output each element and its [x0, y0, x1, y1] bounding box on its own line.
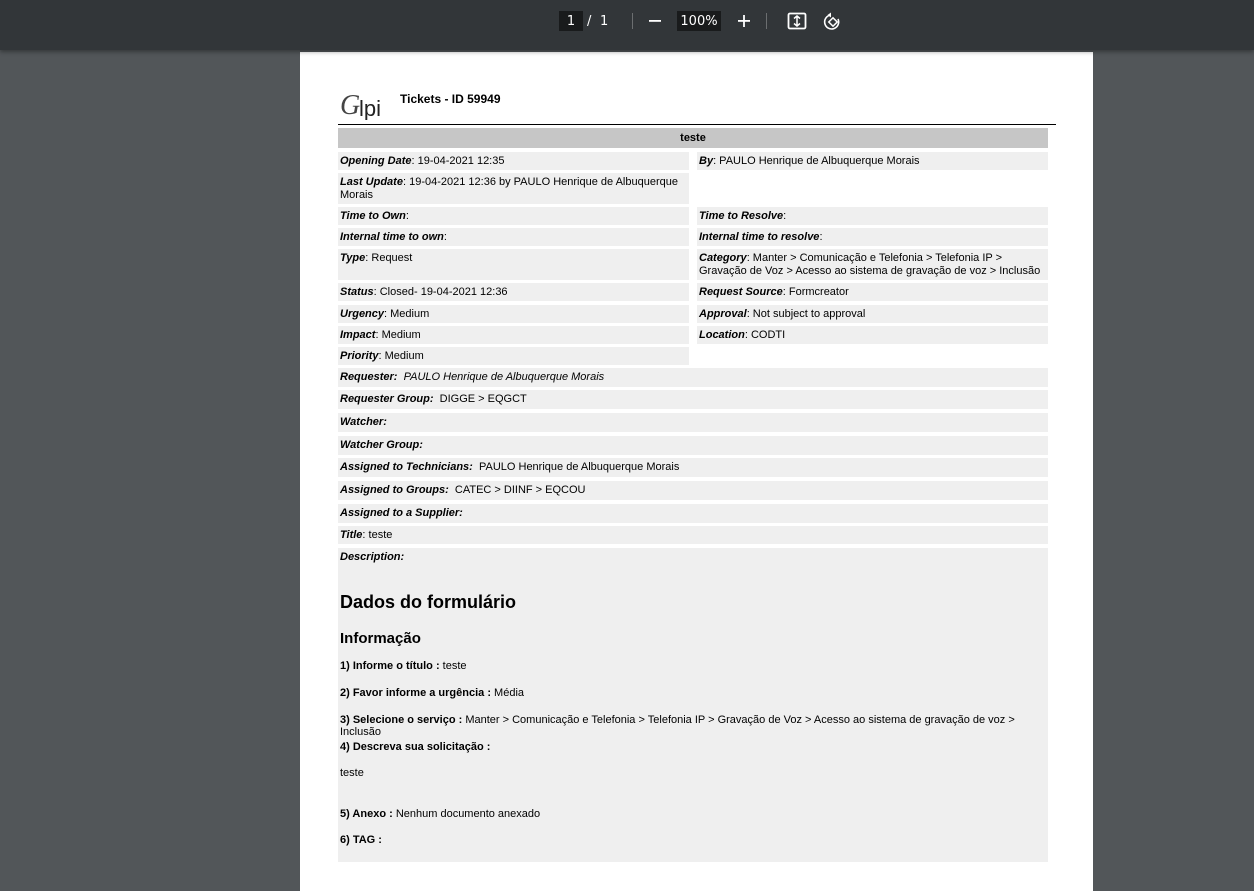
toolbar-divider	[766, 13, 767, 29]
field-watcher-group: Watcher Group:	[338, 436, 1048, 455]
svg-text:G: G	[340, 90, 361, 120]
svg-text:lpi: lpi	[359, 96, 382, 120]
glpi-logo	[340, 90, 396, 125]
field-impact: Impact: Medium	[338, 326, 689, 344]
form-answer: 3) Selecione o serviço : Manter > Comunicação e Telefonia > Telefonia IP > Gravação de Voz > Acesso ao sistema de gravação de voz > Inclusão	[340, 714, 1015, 738]
form-answer: 6) TAG :	[340, 834, 382, 846]
field-requester: Requester: PAULO Henrique de Albuquerque Morais	[338, 368, 1048, 387]
field-last-update: Last Update: 19-04-2021 12:36 by PAULO Henrique de Albuquerque Morais	[338, 173, 689, 204]
zoom-out-icon[interactable]	[644, 10, 666, 32]
ticket-header: teste	[338, 128, 1048, 148]
field-status: Status: Closed- 19-04-2021 12:36	[338, 283, 689, 301]
total-pages: 1	[600, 13, 609, 29]
description-block	[338, 548, 1048, 862]
field-category: Category: Manter > Comunicação e Telefonia > Telefonia IP > Gravação de Voz > Acesso ao sistema de gravação de voz > Inclusão	[697, 249, 1048, 280]
page-number-input[interactable]: 1	[559, 11, 583, 31]
field-urgency: Urgency: Medium	[338, 305, 689, 323]
form-heading: Dados do formulário	[340, 592, 517, 612]
field-internal-time-to-resolve: Internal time to resolve:	[697, 228, 1048, 246]
form-answer: teste	[340, 767, 364, 779]
document-title: Tickets - ID 59949	[400, 92, 501, 106]
description-label: Description:	[340, 551, 405, 563]
field-requester-group: Requester Group: DIGGE > EQGCT	[338, 390, 1048, 409]
form-subheading: Informação	[340, 630, 421, 647]
field-internal-time-to-own: Internal time to own:	[338, 228, 689, 246]
field-priority: Priority: Medium	[338, 347, 689, 365]
field-assigned-technicians: Assigned to Technicians: PAULO Henrique de Albuquerque Morais	[338, 458, 1048, 477]
zoom-in-icon[interactable]	[733, 10, 755, 32]
form-answer: 2) Favor informe a urgência : Média	[340, 687, 525, 699]
fit-page-icon[interactable]	[786, 10, 808, 32]
form-answer: 1) Informe o título : teste	[340, 660, 467, 672]
field-assigned-supplier: Assigned to a Supplier:	[338, 504, 1048, 523]
divider	[338, 124, 1056, 125]
field-approval: Approval: Not subject to approval	[697, 305, 1048, 323]
zoom-level-input[interactable]: 100%	[677, 11, 721, 31]
field-assigned-groups: Assigned to Groups: CATEC > DIINF > EQCOU	[338, 481, 1048, 500]
field-watcher: Watcher:	[338, 413, 1048, 432]
form-answer: 5) Anexo : Nenhum documento anexado	[340, 808, 541, 820]
field-by: By: PAULO Henrique de Albuquerque Morais	[697, 152, 1048, 170]
field-time-to-resolve: Time to Resolve:	[697, 207, 1048, 225]
toolbar-divider	[632, 13, 633, 29]
field-time-to-own: Time to Own:	[338, 207, 689, 225]
page-separator: /	[587, 13, 592, 29]
field-title: Title: teste	[338, 526, 1048, 544]
form-answer: 4) Descreva sua solicitação :	[340, 741, 491, 753]
field-location: Location: CODTI	[697, 326, 1048, 344]
field-request-source: Request Source: Formcreator	[697, 283, 1048, 301]
field-type: Type: Request	[338, 249, 689, 280]
rotate-icon[interactable]	[822, 10, 844, 32]
pdf-toolbar	[0, 0, 1254, 50]
pdf-page	[300, 52, 1093, 891]
field-opening-date: Opening Date: 19-04-2021 12:35	[338, 152, 689, 170]
